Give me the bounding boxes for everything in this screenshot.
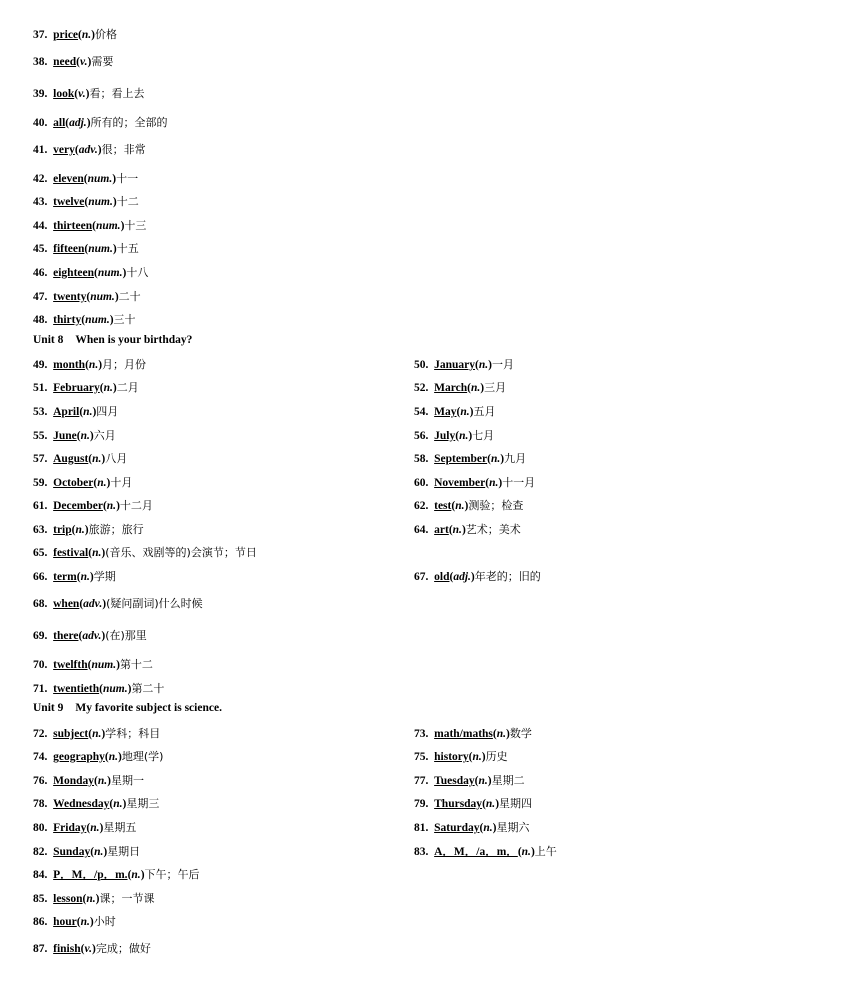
entry-number: 71. <box>33 683 48 695</box>
entry-part-of-speech: n. <box>478 775 488 787</box>
entry-meaning: (音乐、戏剧等的)会演节；节日 <box>105 546 257 559</box>
entry-number: 80. <box>33 822 48 834</box>
entry-part-of-speech: n. <box>80 916 90 928</box>
entry-word: Friday <box>53 822 87 834</box>
entry-part-of-speech: n. <box>460 406 470 418</box>
entry-word: term <box>53 571 77 583</box>
vocab-entry: 86. hour(n.)小时 <box>33 915 116 928</box>
vocab-entry: 70. twelfth(num.)第十二 <box>33 658 153 671</box>
entry-meaning: 年老的；旧的 <box>474 570 541 583</box>
entry-word: need <box>53 56 77 68</box>
entry-number: 44. <box>33 220 48 232</box>
entry-word: July <box>434 430 456 442</box>
unit-heading <box>33 702 222 714</box>
entry-number: 79. <box>414 798 429 810</box>
entry-number: 58. <box>414 453 429 465</box>
entry-word: when <box>53 598 80 610</box>
entry-number: 40. <box>33 117 48 129</box>
entry-word: October <box>53 477 94 489</box>
entry-word: eleven <box>53 173 84 185</box>
entry-number: 74. <box>33 751 48 763</box>
entry-word: twentieth <box>53 683 100 695</box>
entry-part-of-speech: adv. <box>82 630 102 642</box>
vocab-entry: 53. April(n.)四月 <box>33 405 119 418</box>
entry-word: March <box>434 382 468 394</box>
entry-part-of-speech: n. <box>472 751 482 763</box>
entry-meaning: 测验；检查 <box>468 499 524 512</box>
entry-part-of-speech: n. <box>92 453 102 465</box>
entry-word: February <box>53 382 100 394</box>
entry-word: there <box>53 630 79 642</box>
vocab-entry: 59. October(n.)十月 <box>33 476 133 489</box>
entry-number: 68. <box>33 598 48 610</box>
entry-part-of-speech: n. <box>92 547 102 559</box>
entry-number: 57. <box>33 453 48 465</box>
entry-meaning: 小时 <box>93 915 116 928</box>
entry-meaning: 星期六 <box>496 821 530 834</box>
entry-number: 50. <box>414 359 429 371</box>
entry-meaning: 星期一 <box>111 774 144 787</box>
entry-part-of-speech: n. <box>86 893 96 905</box>
entry-part-of-speech: n. <box>80 571 90 583</box>
entry-word: festival <box>53 547 89 559</box>
entry-meaning: 六月 <box>93 429 116 442</box>
entry-meaning: (疑问副词)什么时候 <box>106 597 203 610</box>
entry-meaning: 上午 <box>534 845 557 858</box>
vocab-entry: 51. February(n.)二月 <box>33 381 139 394</box>
entry-part-of-speech: n. <box>94 846 104 858</box>
entry-word: finish <box>53 943 81 955</box>
entry-meaning: 价格 <box>95 28 117 41</box>
vocab-entry: 46. eighteen(num.)十八 <box>33 266 149 279</box>
vocab-entry: 83. A．M．/a．m．(n.)上午 <box>414 845 557 858</box>
vocab-entry: 49. month(n.)月；月份 <box>33 358 147 371</box>
entry-number: 54. <box>414 406 429 418</box>
entry-meaning: 星期四 <box>499 797 533 810</box>
vocab-entry: 82. Sunday(n.)星期日 <box>33 845 141 858</box>
vocab-entry: 48. thirty(num.)三十 <box>33 313 136 326</box>
entry-number: 76. <box>33 775 48 787</box>
entry-part-of-speech: v. <box>84 943 93 955</box>
entry-part-of-speech: n. <box>478 359 489 371</box>
entry-meaning: 学科；科目 <box>105 727 161 740</box>
entry-part-of-speech: n. <box>90 822 100 834</box>
entry-number: 66. <box>33 571 48 583</box>
entry-meaning: 数学 <box>509 727 532 740</box>
entry-part-of-speech: n. <box>470 382 481 394</box>
vocab-entry: 56. July(n.)七月 <box>414 429 495 442</box>
vocab-entry: 55. June(n.)六月 <box>33 429 116 442</box>
entry-part-of-speech: n. <box>83 406 93 418</box>
entry-number: 70. <box>33 659 48 671</box>
entry-number: 45. <box>33 243 48 255</box>
entry-part-of-speech: num. <box>97 267 123 279</box>
entry-part-of-speech: n. <box>485 798 496 810</box>
entry-number: 49. <box>33 359 48 371</box>
entry-meaning: 三十 <box>113 313 136 326</box>
entry-word: November <box>434 477 486 489</box>
entry-part-of-speech: n. <box>81 29 92 41</box>
vocab-entry: 61. December(n.)十二月 <box>33 499 153 512</box>
entry-part-of-speech: n. <box>490 453 501 465</box>
entry-meaning: 十八 <box>126 266 149 279</box>
entry-part-of-speech: num. <box>88 243 113 255</box>
entry-meaning: 课；一节课 <box>99 892 155 905</box>
entry-word: look <box>53 88 75 100</box>
entry-meaning: 十五 <box>116 242 139 255</box>
entry-meaning: 一月 <box>492 358 514 371</box>
vocab-entry: 76. Monday(n.)星期一 <box>33 774 144 787</box>
entry-word: Wednesday <box>53 798 110 810</box>
vocab-entry: 87. finish(v.)完成；做好 <box>33 942 151 955</box>
entry-meaning: 九月 <box>504 452 527 465</box>
entry-meaning: 十月 <box>110 476 133 489</box>
vocab-entry: 47. twenty(num.)二十 <box>33 290 141 303</box>
entry-meaning: 下午；午后 <box>144 868 200 881</box>
unit-title: My favorite subject is science. <box>75 702 222 714</box>
entry-word: August <box>53 453 89 465</box>
entry-part-of-speech: n. <box>106 500 117 512</box>
entry-word: thirteen <box>53 220 93 232</box>
vocab-entry: 57. August(n.)八月 <box>33 452 128 465</box>
entry-number: 67. <box>414 571 429 583</box>
vocab-entry: 45. fifteen(num.)十五 <box>33 242 139 255</box>
entry-part-of-speech: num. <box>91 659 117 671</box>
entry-word: A．M．/a．m． <box>434 846 518 858</box>
entry-meaning: 四月 <box>96 405 119 418</box>
entry-word: Tuesday <box>434 775 475 787</box>
vocab-entry: 44. thirteen(num.)十三 <box>33 219 147 232</box>
entry-word: May <box>434 406 457 418</box>
entry-number: 63. <box>33 524 48 536</box>
vocab-entry: 75. history(n.)历史 <box>414 750 508 763</box>
entry-part-of-speech: v. <box>79 56 88 68</box>
entry-part-of-speech: adj. <box>69 117 87 129</box>
entry-word: test <box>434 500 452 512</box>
entry-part-of-speech: n. <box>80 430 90 442</box>
unit-title: When is your birthday? <box>75 334 193 346</box>
entry-word: all <box>53 117 66 129</box>
vocab-entry: 81. Saturday(n.)星期六 <box>414 821 530 834</box>
entry-number: 78. <box>33 798 48 810</box>
entry-part-of-speech: num. <box>95 220 121 232</box>
unit-heading <box>33 334 192 346</box>
entry-number: 46. <box>33 267 48 279</box>
entry-word: fifteen <box>53 243 85 255</box>
entry-word: Sunday <box>53 846 91 858</box>
entry-part-of-speech: n. <box>496 728 507 740</box>
entry-word: price <box>53 29 79 41</box>
unit-label: Unit 8 <box>33 334 64 346</box>
entry-meaning: 所有的；全部的 <box>90 116 168 129</box>
entry-part-of-speech: n. <box>97 775 108 787</box>
vocab-entry: 58. September(n.)九月 <box>414 452 527 465</box>
vocab-entry: 79. Thursday(n.)星期四 <box>414 797 533 810</box>
entry-part-of-speech: n. <box>521 846 531 858</box>
vocab-entry: 41. very(adv.)很；非常 <box>33 143 146 156</box>
entry-meaning: 十三 <box>124 219 147 232</box>
vocab-entry: 66. term(n.)学期 <box>33 570 116 583</box>
vocab-entry: 78. Wednesday(n.)星期三 <box>33 797 160 810</box>
entry-meaning: 第十二 <box>119 658 153 671</box>
entry-word: trip <box>53 524 72 536</box>
entry-part-of-speech: n. <box>455 500 465 512</box>
entry-number: 55. <box>33 430 48 442</box>
vocab-entry: 67. old(adj.)年老的；旧的 <box>414 570 541 583</box>
entry-meaning: 第二十 <box>131 682 165 695</box>
entry-number: 38. <box>33 56 48 68</box>
entry-word: very <box>53 144 75 156</box>
entry-word: month <box>53 359 86 371</box>
vocab-entry: 68. when(adv.)(疑问副词)什么时候 <box>33 597 203 610</box>
entry-word: math/maths <box>434 728 493 740</box>
entry-number: 39. <box>33 88 48 100</box>
entry-part-of-speech: num. <box>88 196 113 208</box>
entry-number: 61. <box>33 500 48 512</box>
entry-part-of-speech: adj. <box>453 571 471 583</box>
entry-meaning: 月；月份 <box>102 358 147 371</box>
entry-number: 53. <box>33 406 48 418</box>
entry-part-of-speech: num. <box>90 291 115 303</box>
unit-label: Unit 9 <box>33 702 64 714</box>
entry-word: art <box>434 524 449 536</box>
entry-part-of-speech: v. <box>78 88 86 100</box>
entry-part-of-speech: num. <box>102 683 128 695</box>
entry-number: 87. <box>33 943 48 955</box>
vocab-entry: 60. November(n.)十一月 <box>414 476 536 489</box>
entry-word: twenty <box>53 291 87 303</box>
entry-number: 77. <box>414 775 429 787</box>
entry-part-of-speech: adv. <box>83 598 103 610</box>
entry-number: 86. <box>33 916 48 928</box>
vocab-entry: 52. March(n.)三月 <box>414 381 507 394</box>
entry-word: P．M．/p．m. <box>53 869 128 881</box>
entry-meaning: 看；看上去 <box>89 87 145 100</box>
entry-number: 81. <box>414 822 429 834</box>
entry-part-of-speech: n. <box>113 798 123 810</box>
entry-word: December <box>53 500 103 512</box>
entry-number: 85. <box>33 893 48 905</box>
vocab-entry: 37. price(n.)价格 <box>33 28 117 41</box>
vocab-entry: 38. need(v.)需要 <box>33 55 114 68</box>
entry-meaning: 星期二 <box>491 774 525 787</box>
entry-meaning: 星期五 <box>103 821 137 834</box>
vocab-entry: 63. trip(n.)旅游；旅行 <box>33 523 144 536</box>
entry-number: 82. <box>33 846 48 858</box>
entry-word: old <box>434 571 450 583</box>
entry-number: 72. <box>33 728 48 740</box>
entry-number: 52. <box>414 382 429 394</box>
entry-meaning: 学期 <box>93 570 116 583</box>
entry-number: 51. <box>33 382 48 394</box>
entry-part-of-speech: n. <box>131 869 141 881</box>
entry-number: 47. <box>33 291 48 303</box>
entry-meaning: 星期三 <box>126 797 160 810</box>
vocab-entry: 62. test(n.)测验；检查 <box>414 499 524 512</box>
vocab-entry: 85. lesson(n.)课；一节课 <box>33 892 155 905</box>
vocab-entry: 77. Tuesday(n.)星期二 <box>414 774 525 787</box>
entry-meaning: 二月 <box>116 381 139 394</box>
entry-part-of-speech: num. <box>85 314 110 326</box>
entry-part-of-speech: n. <box>452 524 462 536</box>
entry-number: 60. <box>414 477 429 489</box>
entry-meaning: 十二 <box>116 195 139 208</box>
entry-meaning: 旅游；旅行 <box>88 523 144 536</box>
entry-word: Saturday <box>434 822 480 834</box>
entry-number: 37. <box>33 29 48 41</box>
entry-number: 84. <box>33 869 48 881</box>
vocab-entry: 74. geography(n.)地理(学) <box>33 750 164 763</box>
vocab-entry: 80. Friday(n.)星期五 <box>33 821 137 834</box>
entry-word: twelve <box>53 196 85 208</box>
entry-meaning: 五月 <box>473 405 496 418</box>
vocab-entry: 71. twentieth(num.)第二十 <box>33 682 165 695</box>
entry-part-of-speech: adv. <box>78 144 98 156</box>
entry-meaning: 艺术；美术 <box>465 523 521 536</box>
entry-number: 43. <box>33 196 48 208</box>
entry-word: January <box>434 359 476 371</box>
entry-meaning: 完成；做好 <box>95 942 151 955</box>
entry-number: 83. <box>414 846 429 858</box>
entry-part-of-speech: n. <box>108 751 118 763</box>
entry-meaning: 八月 <box>105 452 128 465</box>
vocab-entry: 50. January(n.)一月 <box>414 358 514 371</box>
entry-meaning: 星期日 <box>107 845 141 858</box>
entry-word: September <box>434 453 488 465</box>
entry-part-of-speech: n. <box>92 728 102 740</box>
vocab-entry: 65. festival(n.)(音乐、戏剧等的)会演节；节日 <box>33 546 257 559</box>
entry-word: thirty <box>53 314 82 326</box>
vocab-entry: 72. subject(n.)学科；科目 <box>33 727 161 740</box>
vocab-entry: 84. P．M．/p．m.(n.)下午；午后 <box>33 868 200 881</box>
entry-word: geography <box>53 751 105 763</box>
entry-meaning: 需要 <box>91 55 114 68</box>
entry-word: eighteen <box>53 267 95 279</box>
entry-meaning: 三月 <box>484 381 507 394</box>
entry-word: history <box>434 751 469 763</box>
entry-word: Thursday <box>434 798 483 810</box>
entry-number: 73. <box>414 728 429 740</box>
entry-word: April <box>53 406 80 418</box>
entry-number: 75. <box>414 751 429 763</box>
entry-meaning: 很；非常 <box>101 143 146 156</box>
entry-number: 48. <box>33 314 48 326</box>
entry-number: 56. <box>414 430 429 442</box>
entry-meaning: 地理(学) <box>121 750 164 763</box>
entry-number: 42. <box>33 173 48 185</box>
entry-word: June <box>53 430 77 442</box>
vocab-entry: 54. May(n.)五月 <box>414 405 496 418</box>
vocab-entry: 42. eleven(num.)十一 <box>33 172 139 185</box>
entry-number: 59. <box>33 477 48 489</box>
entry-number: 69. <box>33 630 48 642</box>
entry-word: subject <box>53 728 89 740</box>
entry-meaning: 历史 <box>485 750 508 763</box>
entry-part-of-speech: n. <box>75 524 85 536</box>
vocab-entry: 64. art(n.)艺术；美术 <box>414 523 521 536</box>
entry-meaning: 十一 <box>116 172 139 185</box>
entry-word: Monday <box>53 775 95 787</box>
entry-part-of-speech: n. <box>483 822 493 834</box>
entry-part-of-speech: n. <box>459 430 469 442</box>
vocab-entry: 69. there(adv.)(在)那里 <box>33 629 147 642</box>
entry-number: 41. <box>33 144 48 156</box>
entry-meaning: 十一月 <box>502 476 536 489</box>
entry-part-of-speech: num. <box>87 173 113 185</box>
entry-word: twelfth <box>53 659 88 671</box>
entry-part-of-speech: n. <box>88 359 99 371</box>
entry-word: hour <box>53 916 77 928</box>
entry-part-of-speech: n. <box>97 477 107 489</box>
vocab-entry: 39. look(v.)看；看上去 <box>33 87 145 100</box>
entry-part-of-speech: n. <box>489 477 499 489</box>
vocab-entry: 40. all(adj.)所有的；全部的 <box>33 116 168 129</box>
vocab-entry: 73. math/maths(n.)数学 <box>414 727 532 740</box>
entry-meaning: (在)那里 <box>105 629 147 642</box>
entry-number: 64. <box>414 524 429 536</box>
entry-meaning: 十二月 <box>119 499 153 512</box>
entry-meaning: 二十 <box>118 290 141 303</box>
entry-number: 65. <box>33 547 48 559</box>
entry-word: lesson <box>53 893 83 905</box>
entry-meaning: 七月 <box>472 429 495 442</box>
vocab-entry: 43. twelve(num.)十二 <box>33 195 139 208</box>
entry-number: 62. <box>414 500 429 512</box>
entry-part-of-speech: n. <box>103 382 113 394</box>
